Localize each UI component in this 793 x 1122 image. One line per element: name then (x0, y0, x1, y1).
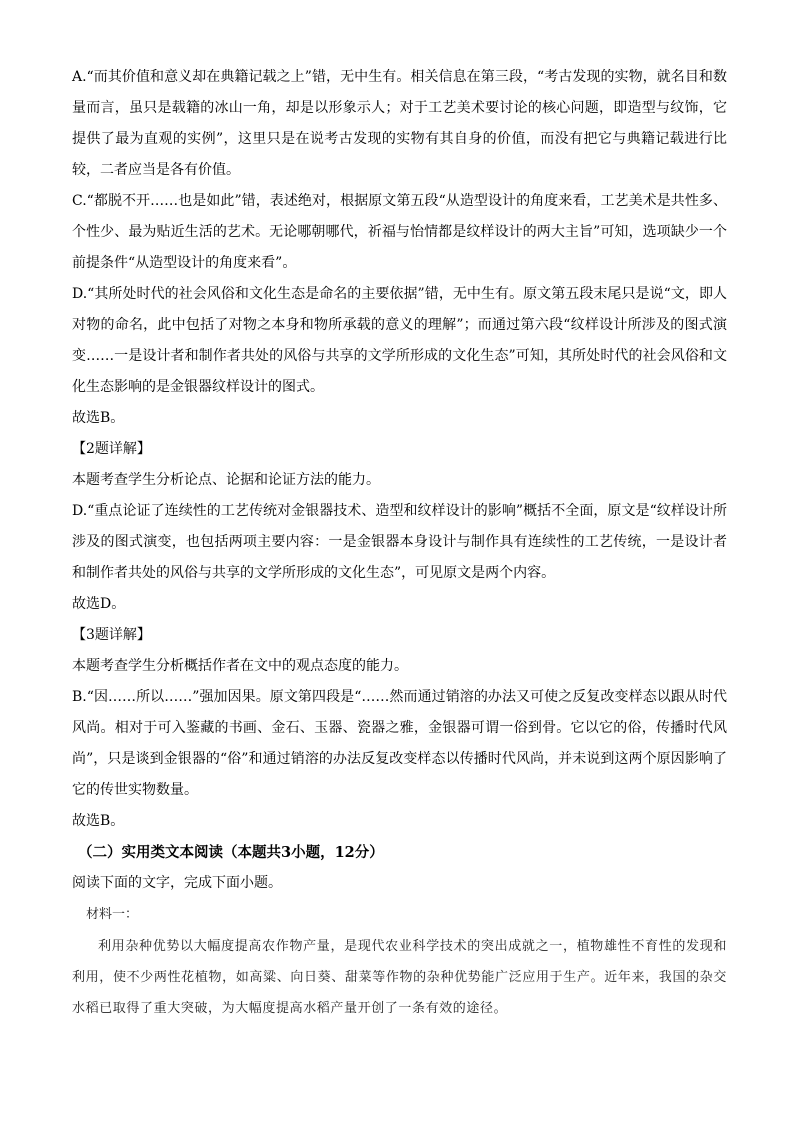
answer-q1: 故选B。 (72, 410, 125, 426)
q2-intro: 本题考查学生分析论点、论据和论证方法的能力。 (72, 472, 380, 488)
document-page (72, 62, 727, 1024)
q3-header: 【3题详解】 (72, 627, 151, 643)
reading-instruction: 阅读下面的文字，完成下面小题。 (72, 875, 282, 891)
q2-option-d: D.“重点论证了连续性的工艺传统对金银器技术、造型和纹样设计的影响”概括不全面，原文是“纹样设计所涉及的图式演变，也包括两项主要内容：一是金银器本身设计与制作具有连续性的工艺传统，一是设计者和制作者共处的风俗与共享的文学所形成的文化生态”，可见原文是两个内容。 (72, 503, 727, 581)
analysis-option-c: C.“都脱不开……也是如此”错，表述绝对，根据原文第五段“从造型设计的角度来看，工艺美术是共性多、个性少、最为贴近生活的艺术。无论哪朝哪代，祈福与怡情都是纹样设计的两大主旨”可知，选项缺少一个前提条件“从造型设计的角度来看”。 (72, 193, 727, 271)
section-title: （二）实用类文本阅读（本题共3小题，12分） (78, 844, 384, 861)
answer-q2: 故选D。 (72, 596, 126, 612)
answer-q3: 故选B。 (72, 813, 125, 829)
analysis-option-a: A.“而其价值和意义却在典籍记载之上”错，无中生有。相关信息在第三段，“考古发现的实物，就名目和数量而言，虽只是载籍的冰山一角，却是以形象示人；对于工艺美术要讨论的核心问题，即造型与纹饰，它提供了最为直观的实例”，这里只是在说考古发现的实物有其自身的价值，而没有把它与典籍记载进行比较，二者应当是各有价值。 (72, 69, 727, 178)
material-text: 利用杂种优势以大幅度提高农作物产量，是现代农业科学技术的突出成就之一，植物雄性不育性的发现和利用，使不少两性花植物，如高粱、向日葵、甜菜等作物的杂种优势能广泛应用于生产。近年来，我国的杂交水稻已取得了重大突破，为大幅度提高水稻产量开创了一条有效的途径。 (72, 939, 727, 1016)
material-label: 材料一： (86, 907, 139, 922)
q3-intro: 本题考查学生分析概括作者在文中的观点态度的能力。 (72, 658, 408, 674)
q3-option-b: B.“因……所以……”强加因果。原文第四段是“……然而通过销溶的办法又可使之反复改变样态以跟从时代风尚。相对于可入鉴藏的书画、金石、玉器、瓷器之雅，金银器可谓一俗到骨。它以它的俗，传播时代风尚”，只是谈到金银器的“俗”和通过销溶的办法反复改变样态以传播时代风尚，并未说到这两个原因影响了它的传世实物数量。 (72, 689, 727, 798)
analysis-option-d: D.“其所处时代的社会风俗和文化生态是命名的主要依据”错，无中生有。原文第五段末尾只是说“文，即人对物的命名，此中包括了对物之本身和物所承载的意义的理解”；而通过第六段“纹样设计所涉及的图式演变……一是设计者和制作者共处的风俗与共享的文学所形成的文化生态”可知，其所处时代的社会风俗和文化生态影响的是金银器纹样设计的图式。 (72, 286, 727, 395)
q2-header: 【2题详解】 (72, 441, 151, 457)
